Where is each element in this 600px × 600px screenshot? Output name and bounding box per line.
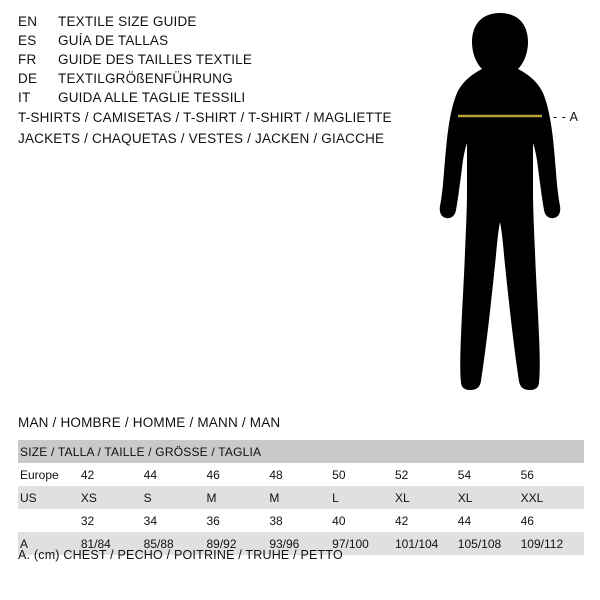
silhouette-icon (400, 8, 600, 408)
language-text: TEXTILE SIZE GUIDE (58, 14, 197, 29)
size-table (18, 440, 584, 555)
row-cell: 89/92 (206, 532, 269, 555)
language-row (18, 90, 398, 109)
chest-callout-label: - - A (553, 110, 579, 124)
language-code: FR (18, 52, 37, 67)
language-row (18, 71, 398, 90)
row-cell: L (332, 486, 395, 509)
table-header-row (18, 440, 584, 463)
language-row (18, 52, 398, 71)
gender-heading: MAN / HOMBRE / HOMME / MANN / MAN (18, 415, 281, 430)
category-list (18, 110, 438, 152)
row-cell: XXL (521, 486, 584, 509)
language-list (18, 14, 398, 109)
row-cell: 48 (269, 463, 332, 486)
row-cell: 101/104 (395, 532, 458, 555)
language-code: DE (18, 71, 38, 86)
table-row (18, 463, 584, 486)
language-code: IT (18, 90, 31, 105)
row-cell: M (206, 486, 269, 509)
row-cell: 54 (458, 463, 521, 486)
table-row (18, 486, 584, 509)
size-table-container (18, 440, 584, 555)
language-code: ES (18, 33, 37, 48)
row-label: US (18, 486, 81, 509)
row-cell: 105/108 (458, 532, 521, 555)
row-label: A (18, 532, 81, 555)
row-cell: XL (458, 486, 521, 509)
language-text: TEXTILGRÖßENFÜHRUNG (58, 71, 233, 86)
row-cell: 97/100 (332, 532, 395, 555)
row-cell: 42 (395, 509, 458, 532)
measurement-footnote: A. (cm) CHEST / PECHO / POITRINE / TRUHE / PETTO (18, 548, 343, 562)
language-code: EN (18, 14, 38, 29)
row-cell: 52 (395, 463, 458, 486)
row-cell: 32 (81, 509, 144, 532)
row-cell: 50 (332, 463, 395, 486)
row-cell: 93/96 (269, 532, 332, 555)
row-cell: 81/84 (81, 532, 144, 555)
row-cell: 34 (144, 509, 207, 532)
row-cell: 44 (144, 463, 207, 486)
table-row (18, 509, 584, 532)
table-header-label: SIZE / TALLA / TAILLE / GRÖSSE / TAGLIA (18, 440, 584, 463)
language-text: GUIDE DES TAILLES TEXTILE (58, 52, 253, 67)
language-text: GUÍA DE TALLAS (58, 33, 169, 48)
category-line: T-SHIRTS / CAMISETAS / T-SHIRT / T-SHIRT / MAGLIETTE (18, 110, 392, 125)
row-cell: S (144, 486, 207, 509)
row-cell: 85/88 (144, 532, 207, 555)
language-text: GUIDA ALLE TAGLIE TESSILI (58, 90, 246, 105)
row-cell: XL (395, 486, 458, 509)
row-cell: 46 (521, 509, 584, 532)
row-cell: 38 (269, 509, 332, 532)
row-cell: 56 (521, 463, 584, 486)
row-cell: 36 (206, 509, 269, 532)
category-line: JACKETS / CHAQUETAS / VESTES / JACKEN / GIACCHE (18, 131, 385, 146)
row-cell: 46 (206, 463, 269, 486)
row-cell: M (269, 486, 332, 509)
language-row (18, 33, 398, 52)
row-label (18, 509, 81, 532)
male-silhouette-figure (400, 8, 600, 408)
row-cell: 40 (332, 509, 395, 532)
row-cell: 109/112 (521, 532, 584, 555)
row-cell: 44 (458, 509, 521, 532)
row-cell: 42 (81, 463, 144, 486)
language-row (18, 14, 398, 33)
row-cell: XS (81, 486, 144, 509)
row-label: Europe (18, 463, 81, 486)
